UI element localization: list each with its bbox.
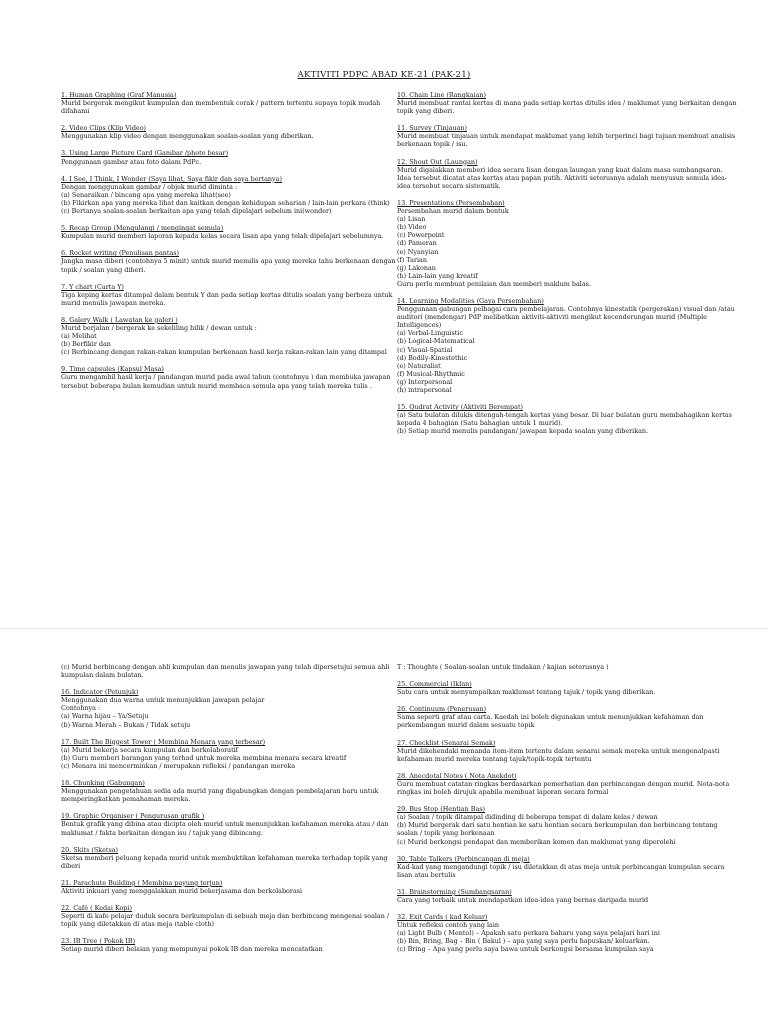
document-page-2 [0, 628, 768, 1025]
left-column [61, 663, 401, 963]
activity-heading: 20. Skits (Sketsa) [61, 845, 119, 854]
document-title: AKTIVITI PDPC ABAD KE-21 (PAK-21) [297, 70, 471, 80]
activity-section [397, 124, 737, 148]
activity-text-line: Murid bergerak mengikut kumpulan dan membentuk corak / pattern tertentu supaya topik mudah difahami [61, 99, 381, 116]
activity-text-line: Bentuk grafik yang dibina atau dicipta oleh murid untuk menunjukkan kefahaman mereka atau / dan maklumat / fakta berkaitan dengan isu / tajuk yang dibincang. [61, 820, 389, 837]
activity-text-line: Setiap murid diberi helaian yang mempunyai pokok IB dan mereka mencatatkan [61, 945, 323, 954]
activity-text-line: Cara yang terbaik untuk mendapatkan idea-idea yang bernas daripada murid [397, 895, 649, 904]
activity-text-line: (c) Murid berkongsi pendapat dan memberikan komen dan maklumat yang diperolehi [397, 837, 676, 846]
activity-text-line: (c) Powerpoint [397, 231, 445, 240]
activity-section [397, 680, 737, 696]
activity-text-line: (g) Lakonan [397, 263, 436, 272]
activity-section [61, 316, 401, 356]
activity-section [397, 739, 737, 763]
activity-text-line: (b) Guru memberi barangan yang terhad untuk mereka membina menara secara kreatif [61, 753, 347, 762]
activity-text-line: (h) Lain-lain yang kreatif [397, 271, 478, 280]
activity-heading: 6. Rocket writing (Penulisan pantas) [61, 249, 180, 258]
activity-heading: 15. Qudrat Activity (Aktiviti Berempat) [397, 403, 524, 412]
activity-text-line: (d) Pameran [397, 239, 437, 248]
activity-section [61, 365, 401, 389]
activity-text-line: Contohnya : [61, 704, 101, 713]
activity-text-line: Untuk refleksi contoh yang lain [397, 921, 499, 930]
activity-heading: 19. Graphic Organiser ( Pengurusan grafik ) [61, 812, 205, 821]
activity-section [61, 175, 401, 215]
activity-heading: 17. Built The Biggest Tower ( Membina Menara yang terbesar) [61, 737, 266, 746]
activity-text-line: Guru perlu membuat penilaian dan memberi maklum balas. [397, 279, 591, 288]
activity-text-line: (b) Bin, Bring, Bag – Bin ( Bakul ) – apa yang saya perlu hapuskan/ keluarkan. [397, 937, 650, 946]
activity-heading: 18. Chunking (Gabungan) [61, 779, 145, 788]
activity-text-line: Guru mengambil hasil kerja / pandangan murid pada awal tahun (contohnya ) dan membuka jawapan tersebut beberapa bulan kemudian untuk murid membaca semula apa yang telah mereka tulis . [61, 373, 391, 390]
activity-section [61, 124, 401, 140]
activity-text-line: Murid membuat rantai kertas di mana pada setiap kertas ditulis idea / maklumat yang berkaitan dengan topik yang diberi. [397, 99, 737, 116]
activity-heading: 11. Survey (Tinjauan) [397, 124, 468, 133]
activity-text-line: Murid digalakkan memberi idea secara lisan dengan laungan yang kuat dalam masa sumbangsaran. Idea tersebut dicatat atas kertas atau papan putih. Aktiviti seterusnya adalah menyusun semula idea-idea tersebut secara sistematik. [397, 165, 727, 190]
activity-section [61, 812, 401, 836]
activity-text-line: (d) Bodily-Kinestethic [397, 353, 468, 362]
activity-section [397, 805, 737, 845]
activity-text-line: Murid membuat tinjauan untuk mendapat maklumat yang lebih terperinci bagi tujuan membuat analisis berkenaan topik / isu. [397, 132, 736, 149]
activity-section [397, 91, 737, 115]
activity-text-line: (a) Light Bulb ( Mentol) – Apakah satu perkara baharu yang saya pelajari hari ini [397, 929, 660, 938]
activity-text-line: Murid dikehendaki menanda item-item tertentu dalam senarai semak mereka untuk mengenalpasti kefahaman murid mereka tentang tajuk/topik-topik tertentu [397, 746, 720, 763]
activity-heading: 21. Parachute Building ( Membina payung terjun) [61, 878, 223, 887]
activity-text-line: Tiga keping kertas ditampal dalam bentuk Y dan pada setiap kertas ditulis soalan yang berbeza untuk murid menulis jawapan mereka. [61, 290, 393, 307]
activity-section [61, 904, 401, 928]
activity-heading: 23. IB Tree ( Pokok IB) [61, 937, 136, 946]
activity-section [61, 149, 401, 165]
activity-section [397, 855, 737, 879]
activity-heading: 14. Learning Modalities (Gaya Persembahan) [397, 296, 544, 305]
activity-heading: 30. Table Talkers (Perbincangan di meja) [397, 854, 530, 863]
activity-section [61, 283, 401, 307]
activity-text-line: (a) Senaraikan / bincang apa yang mereka lihat(see) [61, 190, 231, 199]
activity-heading: 26. Continuum (Penerusan) [397, 705, 487, 714]
activity-text-line: Menggunakan pengetahuan sedia ada murid yang digabungkan dengan pembelajaran baru untuk memperingkatkan pemahaman mereka. [61, 787, 379, 804]
activity-heading: 31. Brainstorming (Sumbangsaran) [397, 887, 512, 896]
activity-text-line: (a) Soalan / topik ditampal didinding di beberapa tempat di dalam kelas / dewan [397, 813, 658, 822]
activity-section [61, 779, 401, 803]
activity-text-line: (a) Warna hijau – Ya/Setuju [61, 712, 149, 721]
activity-text-line: (c) Visual-Spatial [397, 345, 453, 354]
activity-heading: 32. Exit Cards ( kad Keluar) [397, 913, 488, 922]
activity-text-line: (f) Tarian [397, 255, 427, 264]
activity-section [397, 199, 737, 288]
activity-heading: 9. Time capsules (Kapsul Masa) [61, 365, 164, 374]
activity-text-line: (c) Menara ini mencerminkan / merupakan refleksi / pandangan mereka [61, 761, 296, 770]
activity-heading: 10. Chain Line (Rangkaian) [397, 91, 487, 99]
activity-heading: 16. Indicator (Petunjuk) [61, 688, 139, 697]
activity-text-line: (e) Naturalist [397, 361, 441, 370]
activity-text-line: (e) Nyanyian [397, 247, 439, 256]
activity-text-line: (a) Murid bekerja secara kumpulan dan berkolaboratif [61, 745, 239, 754]
activity-section [61, 846, 401, 870]
activity-text-line: Persembahan murid dalam bentuk [397, 207, 509, 216]
activity-text-line: Aktiviti inkuari yang menggalakkan murid bekerjasama dan berkolaborasi [61, 886, 303, 895]
activity-text-line: (b) Fikirkan apa yang mereka lihat dan kaitkan dengan kehidupan seharian / lain-lain perkara (think) [61, 198, 390, 207]
activity-heading: 25. Commercial (Iklan) [397, 680, 472, 689]
activity-text-line: (c) Berbincang dengan rakan-rakan kumpulan berkenaan hasil kerja rakan-rakan lain yang ditampal [61, 348, 387, 357]
activity-section [397, 772, 737, 796]
activity-heading: 2. Video Clips (Klip Video) [61, 124, 147, 133]
activity-heading: 22. Café ( Kedai Kopi) [61, 904, 133, 913]
activity-text-line: Menggunakan dua warna untuk menunjukkan jawapan pelajar [61, 696, 265, 705]
activity-text-line: Sketsa memberi peluang kepada murid untuk membuktikan kefahaman mereka terhadap topik yang diberi [61, 853, 388, 870]
activity-text-line: (c) Bertanya soalan-soalan berkaitan apa yang telah dipelajari sebelum ini(wonder) [61, 207, 332, 216]
activity-section [61, 663, 401, 679]
activity-text-line: (b) Berfikir dan [61, 340, 111, 349]
activity-text-line: Penggunaan gabungan pelbagai cara pembelajaran. Contohnya kinestatik (pergerakan) visual dan /atau auditori (mendengar) PdP melibatkan aktiviti-aktiviti mengikut kecenderungan murid (Multiple Intelligences) [397, 305, 735, 330]
activity-text-line: (b) Logical-Matematical [397, 337, 475, 346]
activity-text-line: (a) Satu bulatan dilukis ditengah-tengah kertas yang besar. Di luar bulatan guru membahagikan kertas kepada 4 bahagian (Satu bahagian untuk 1 murid). [397, 411, 732, 428]
activity-heading: 28. Anecdotal Notes ( Nota Anekdot) [397, 771, 517, 780]
activity-section [61, 91, 401, 115]
activity-text-line: Kumpulan murid memberi laporan kepada kelas secara lisan apa yang telah dipelajari sebelumnya. [61, 232, 384, 241]
right-column [397, 663, 737, 963]
activity-text-line: (f) Musical-Rhythmic [397, 369, 465, 378]
activity-heading: 7. Y chart (Carta Y) [61, 282, 124, 291]
activity-heading: 4. I See, I Think, I Wonder (Saya lihat, Saya fikir dan saya bertanya) [61, 174, 282, 183]
activity-text-line: (a) Verbal-Linguistic [397, 329, 463, 338]
activity-section [61, 937, 401, 953]
activity-text-line: (b) Setiap murid menulis pandangan/ jawapan kepada soalan yang diberikan. [397, 427, 649, 436]
activity-text-line: Sama seperti graf atau carta. Kaedah ini boleh digunakan untuk menunjukkan kefahaman dan perkembangan murid dalam sesuatu topik [397, 713, 704, 730]
activity-text-line: T : Thoughts ( Soalan-soalan untuk tindakan / kajian seterusnya ) [397, 663, 609, 671]
activity-text-line: (b) Warna Merah – Bukan / Tidak setuju [61, 720, 191, 729]
right-column [397, 91, 737, 444]
activity-text-line: (b) Murid bergerak dari satu hentian ke satu hentian secara berkumpulan dan berbincang tentang soalan / topik yang berkenaan [397, 821, 718, 838]
activity-text-line: (g) Interpersonal [397, 377, 453, 386]
activity-section [397, 297, 737, 394]
left-column [61, 91, 401, 399]
activity-section [397, 913, 737, 953]
activity-text-line: Guru membuat catatan ringkas berdasarkan pemerhatian dan perbincangan dengan murid. Nota-nota ringkas ini boleh dirujuk apabila membuat laporan secara formal [397, 779, 730, 797]
activity-section [397, 888, 737, 904]
activity-heading: 5. Recap Group (Mengulangi / mengingat semula) [61, 224, 224, 233]
activity-section [397, 705, 737, 729]
activity-heading: 27. Checklist (Senarai Semak) [397, 738, 496, 747]
activity-text-line: Menggunakan klip video dengan menggunakan soalan-soalan yang diberikan. [61, 132, 314, 141]
activity-text-line: (c) Bring – Apa yang perlu saya bawa untuk berkongsi bersama kumpulan saya [397, 945, 654, 954]
activity-text-line: Dengan menggunakan gambar / objek murid diminta : [61, 182, 238, 191]
activity-text-line: Murid berjalan / bergerak ke sekeliling bilik / dewan untuk : [61, 323, 257, 332]
activity-section [61, 249, 401, 273]
activity-text-line: (a) Lisan [397, 215, 426, 224]
activity-text-line: Seperti di kafe pelajar duduk secara berkumpulan di sebuah meja dan berbincang mengenai soalan / topik yang diletakkan di atas meja (table cloth) [61, 912, 390, 929]
activity-heading: 3. Using Large Picture Card (Gambar /photo besar) [61, 149, 229, 158]
activity-heading: 13. Presentations (Persembahan) [397, 198, 505, 207]
activity-section [61, 738, 401, 770]
activity-text-line: Kad-kad yang mengandungi topik / isu diletakkan di atas meja untuk perbincangan kumpulan secara lisan atau bertulis [397, 862, 725, 879]
activity-text-line: Penggunaan gambar atau foto dalam PdPc. [61, 157, 202, 166]
activity-section [397, 403, 737, 435]
activity-text-line: (h) intrapersonal [397, 386, 452, 394]
activity-heading: 8. Galery Walk ( Lawatan ke galeri ) [61, 315, 178, 324]
activity-text-line: Jangka masa diberi (contohnya 5 minit) untuk murid menulis apa yang mereka tahu berkenaan dengan topik / soalan yang diberi. [61, 257, 396, 274]
activity-text-line: Satu cara untuk menyampaikan maklumat tentang tajuk / topik yang diberikan. [397, 688, 656, 697]
activity-section [397, 663, 737, 671]
activity-section [397, 158, 737, 190]
activity-heading: 29. Bus Stop (Hentian Bas) [397, 805, 486, 814]
activity-text-line: (a) Melihat [61, 332, 97, 341]
activity-section [61, 879, 401, 895]
activity-heading: 12. Shout Out (Laungan) [397, 157, 478, 166]
activity-text-line: (c) Murid berbincang dengan ahli kumpulan dan menulis jawapan yang telah dipersetujui semua ahli kumpulan dalam bulatan. [61, 663, 390, 680]
activity-heading: 1. Human Graphing (Graf Manusia) [61, 91, 177, 99]
activity-section [61, 224, 401, 240]
activity-section [61, 688, 401, 728]
activity-text-line: (b) Video [397, 223, 427, 232]
